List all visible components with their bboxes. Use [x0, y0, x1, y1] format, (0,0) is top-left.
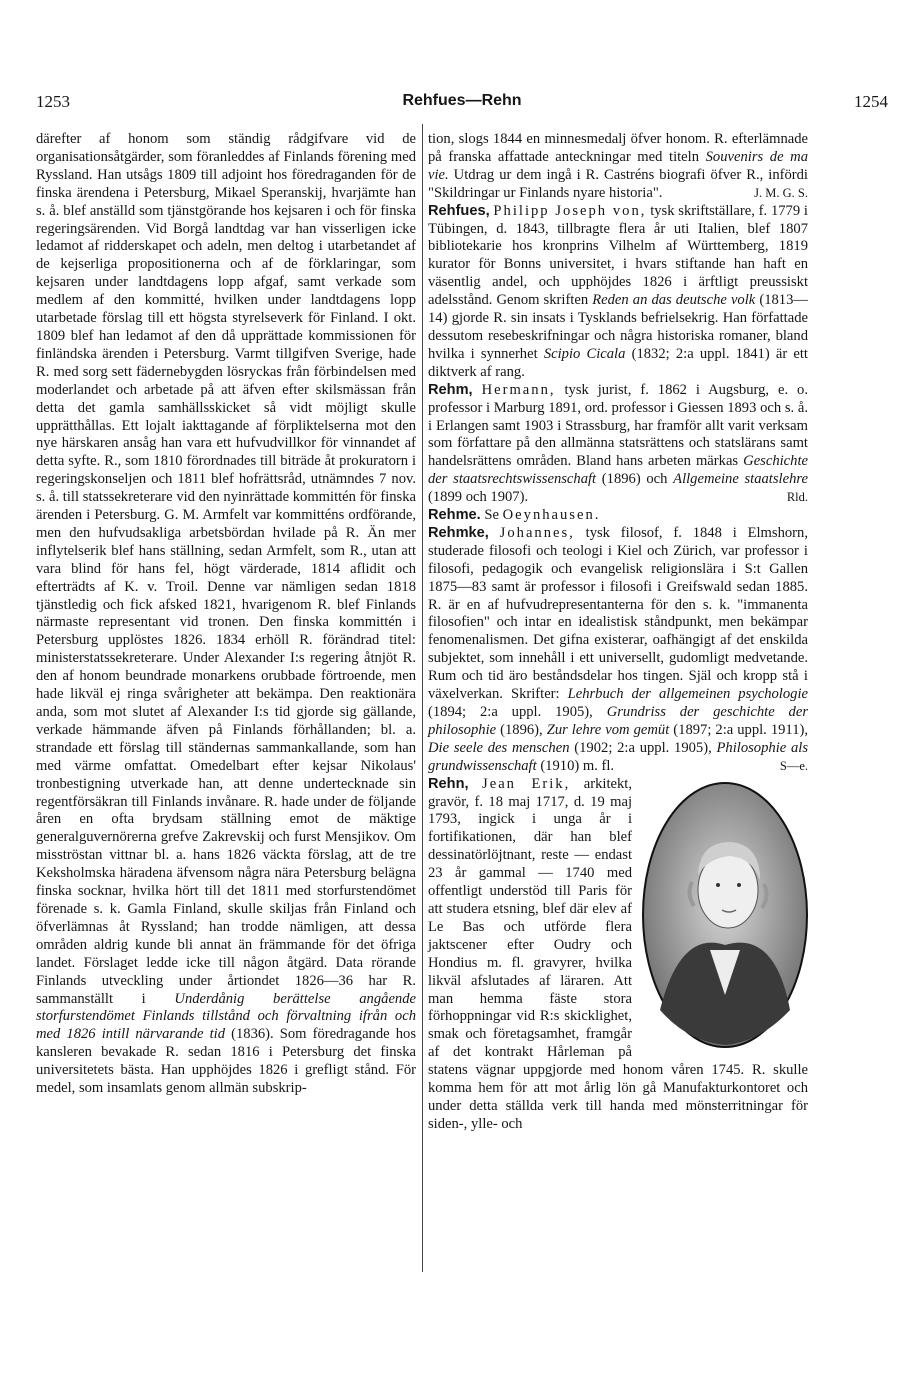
entry-rehfues: Rehfues, Philipp Joseph von, tysk skriftställare, f. 1779 i Tübingen, d. 1843, tillbragte flera år uti Italien, blef 1807 bibliotekarie hos kronprins Vilhelm af Württemberg, 1819 kurator för Bonns universitet, i hvars stiftande han haft en väsentlig andel, och upphöjdes 1826 i ärftligt preussiskt adelsstånd. Genom skriften Reden an das deutsche volk (1813—14) gjorde R. sin insats i Tysklands befrielsekrig. Han författade dessutom resebeskrifningar och några historiska romaner, bland hvilka i synnerhet Scipio Cicala (1832; 2:a uppl. 1841) är ett diktverk af rang.	[428, 202, 808, 380]
right-column	[428, 131, 808, 1134]
headword: Rehme.	[428, 507, 481, 524]
left-column	[36, 131, 416, 1098]
entry-rehme: Rehme. Se Oeynhausen.	[428, 507, 601, 524]
work-title: Underdånig berättelse angående storfurstendömet Finlands tillstånd och förvaltning ifrån och med 1826 intill närvarande tid	[36, 990, 417, 1043]
entry-rehmke: Rehmke, Johannes, tysk filosof, f. 1848 i Elmshorn, studerade filosofi och teologi i Kiel och Zürich, var professor i filosofi, pedagogik och evangelisk religionslära i S:t Gallen 1875—83 samt är professor i filosofi i Greifswald sedan 1885. R. är en af hufvudrepresentanterna för den s. k. "immanenta filosofien" och intar en idealistisk ståndpunkt, men bekämpar fenomenalismen. Det gifna existerar, oafhängigt af det enskilda subjektet, som innehåll i ett universellt, gudomligt medvetande. Rum och tid äro beståndsdelar hos tingen. Själ och kropp stå i växelverkan. Skrifter: Lehrbuch der allgemeinen psychologie (1894; 2:a uppl. 1905), Grundriss der geschichte der philosophie (1896), Zur lehre vom gemüt (1897; 2:a uppl. 1911), Die seele des menschen (1902; 2:a uppl. 1905), Philosophie als grundwissenschaft (1910) m. fl. S—e.	[428, 524, 809, 774]
headword: Rehfues,	[428, 202, 490, 219]
column-divider	[422, 124, 423, 1272]
entry-rehn: Rehn, Jean Erik, arkitekt, gravör, f. 18 maj 1717, d. 19 maj 1793, ingick i unga år i fortifikationen, där han blef dessinatörlöjtnant, reste — endast 23 år gammal — 1740 med offentligt understöd till Paris för att studera etsning, blef där elev af Le Bas och utförde flera jaktscener efter Oudry och Hondius m. fl. gravyrer, hvilka likväl afslutades af läraren. Att man hemma fäste stora förhoppningar vid R:s skicklighet, smak och företagsamhet, framgår af det kontrakt Hårleman på statens vägnar uppgjorde med honom våren 1745. R. skulle komma hem för att mot årlig lön gå Manufakturkontoret och under detta ställda verk till handa med mönsterritningar för siden-, ylle- och	[428, 775, 808, 1132]
entry-rehm: Rehm, Hermann, tysk jurist, f. 1862 i Augsburg, e. o. professor i Marburg 1891, ord. professor i Giessen 1893 och s. å. i Erlangen samt 1903 i Strassburg, har framför allt varit verksam som författare på den allmänna statsrättens och statslärans samt handelsrättens områden. Bland hans arbeten märkas Geschichte der staatsrechtswissenschaft (1896) och Allgemeine staatslehre (1899 och 1907). Rld.	[428, 381, 809, 506]
author-signature: S—e.	[779, 758, 808, 773]
author-signature: J. M. G. S.	[754, 185, 808, 200]
page-number-left: 1253	[36, 92, 70, 111]
author-signature: Rld.	[786, 490, 808, 505]
headword: Rehmke,	[428, 524, 489, 541]
continued-entry: därefter af honom som ständig rådgifvare vid de organisationsåtgärder, som föranleddes af Finlands förening med Ryssland. Han utsågs 1809 till adjoint hos föredraganden för de finska ärendena i Petersburg, Mikael Speranskij, hvarjämte han s. å. blef anställd som tjänstgörande hos kejsaren i och för finska regeringsärenden. Vid Borgå landtdag var han visserligen icke ledamot af ridderskapet och adeln, men deltog i utarbetandet af de kejserliga propositionerna och af de förklaringar, som kejsaren under landtdagens lopp afgaf, samt verkade som medlem af den kommitté, hvilken under landtdagens lopp utarbetade förslag till ett högsta styrelseverk för Finland. I okt. 1809 blef han ledamot af den då upprättade kommissionen för finländska ärenden i Petersburg. Varmt tillgifven Sverige, hade R. med sorg sett fädernebygden lösryckas från förbindelsen med moderlandet och arbetade på att äfven efter skilsmässan från detta det gamla samhällsskicket så vidt möjligt skulle upprätthållas. Ett lojalt iakttagande af förpliktelserna mot den nye härskaren ansåg han vara ett hufvudvillkor för vinnandet af detta syfte. R., som 1810 förordnades till biträde åt prokuratorn i regeringskonseljen och 1811 blef hofrättsråd, utnämndes 7 nov. s. å. till statssekreterare vid den nyinrättade kommittén för finska ärenden i Petersburg. G. M. Armfelt var kommitténs ordförande, men den hufvudsakliga arbetsbördan hvilade på R. Än mer inflytelserik blef hans ställning, sedan Armfelt, som R., utan att vara blind för hans fel, högt värderade, 1814 aflidit och efterträdts af K. v. Troil. Denne var nämligen sedan 1818 tjänstledig och fick afsked 1821, hvarigenom R. blef Finlands närmaste representant vid tronen. Den finska kommittén i Petersburg upplöstes 1826. 1834 erhöll R. förändrad titel: ministerstatssekreterare. Under Alexander I:s regering åtnjöt R. den af honom beundrade monarkens orubbade förtroende, men hade likväl ej ringa svårigheter att bekämpa. Den reaktionära anda, som mot slutet af Alexander I:s tid gjorde sig gällande, verkade hämmande äfven på Finlands förhållanden; bl. a. strandade ett förslag till ständernas sammankallande, som han med värme omfattat. Omedelbart efter kejsar Nikolaus' tronbestigning utverkade han, att denne undertecknade sin regentförsäkran till Finlands invånare. R. hade under de följande åren en ofta brydsam ställning emot de mäktige generalguvernörerna grefve Zakrevskij och furst Mensjikov. Om misströstan vittnar bl. a. hans 1826 väckta förslag, att de tre Keksholmska häradena äfvensom några nära Petersburg belägna finska socknar, hvilka hört till det 1811 med storfurstendömet förenade s. k. Gamla Finland, skulle skiljas från Finland och öfverlämnas åt Ryssland; han trodde nämligen, att dessa områden aldrig kunde bli annat än främmande för det öfriga landet. Förslaget ledde icke till någon åtgärd. Data rörande Finlands utveckling under årtiondet 1826—36 har R. sammanställt i Underdånig berättelse angående storfurstendömet Finlands tillstånd och förvaltning ifrån och med 1826 intill närvarande tid (1836). Som föredragande hos kansleren bevakade R. sedan 1816 i Petersburg det finska universitetets bästa. Han upphöjdes 1826 i grefligt stånd. För medel, som insamlats genom allmän subskrip-	[36, 131, 417, 1097]
headword: Rehm,	[428, 381, 473, 398]
portrait-image	[640, 780, 810, 1050]
running-title: Rehfues—Rehn	[402, 92, 522, 109]
continued-entry-end: tion, slogs 1844 en minnesmedalj öfver honom. R. efterlämnade på franska affattade anteckningar med titeln Souvenirs de ma vie. Utdrag ur dem ingå i R. Castréns biografi öfver R., infördi "Skildringar ur Finlands nyare historia". J. M. G. S.	[428, 131, 809, 201]
page-number-right: 1254	[854, 92, 888, 111]
headword: Rehn,	[428, 775, 469, 792]
cross-reference: Oeynhausen.	[502, 507, 601, 524]
running-header	[36, 92, 888, 118]
